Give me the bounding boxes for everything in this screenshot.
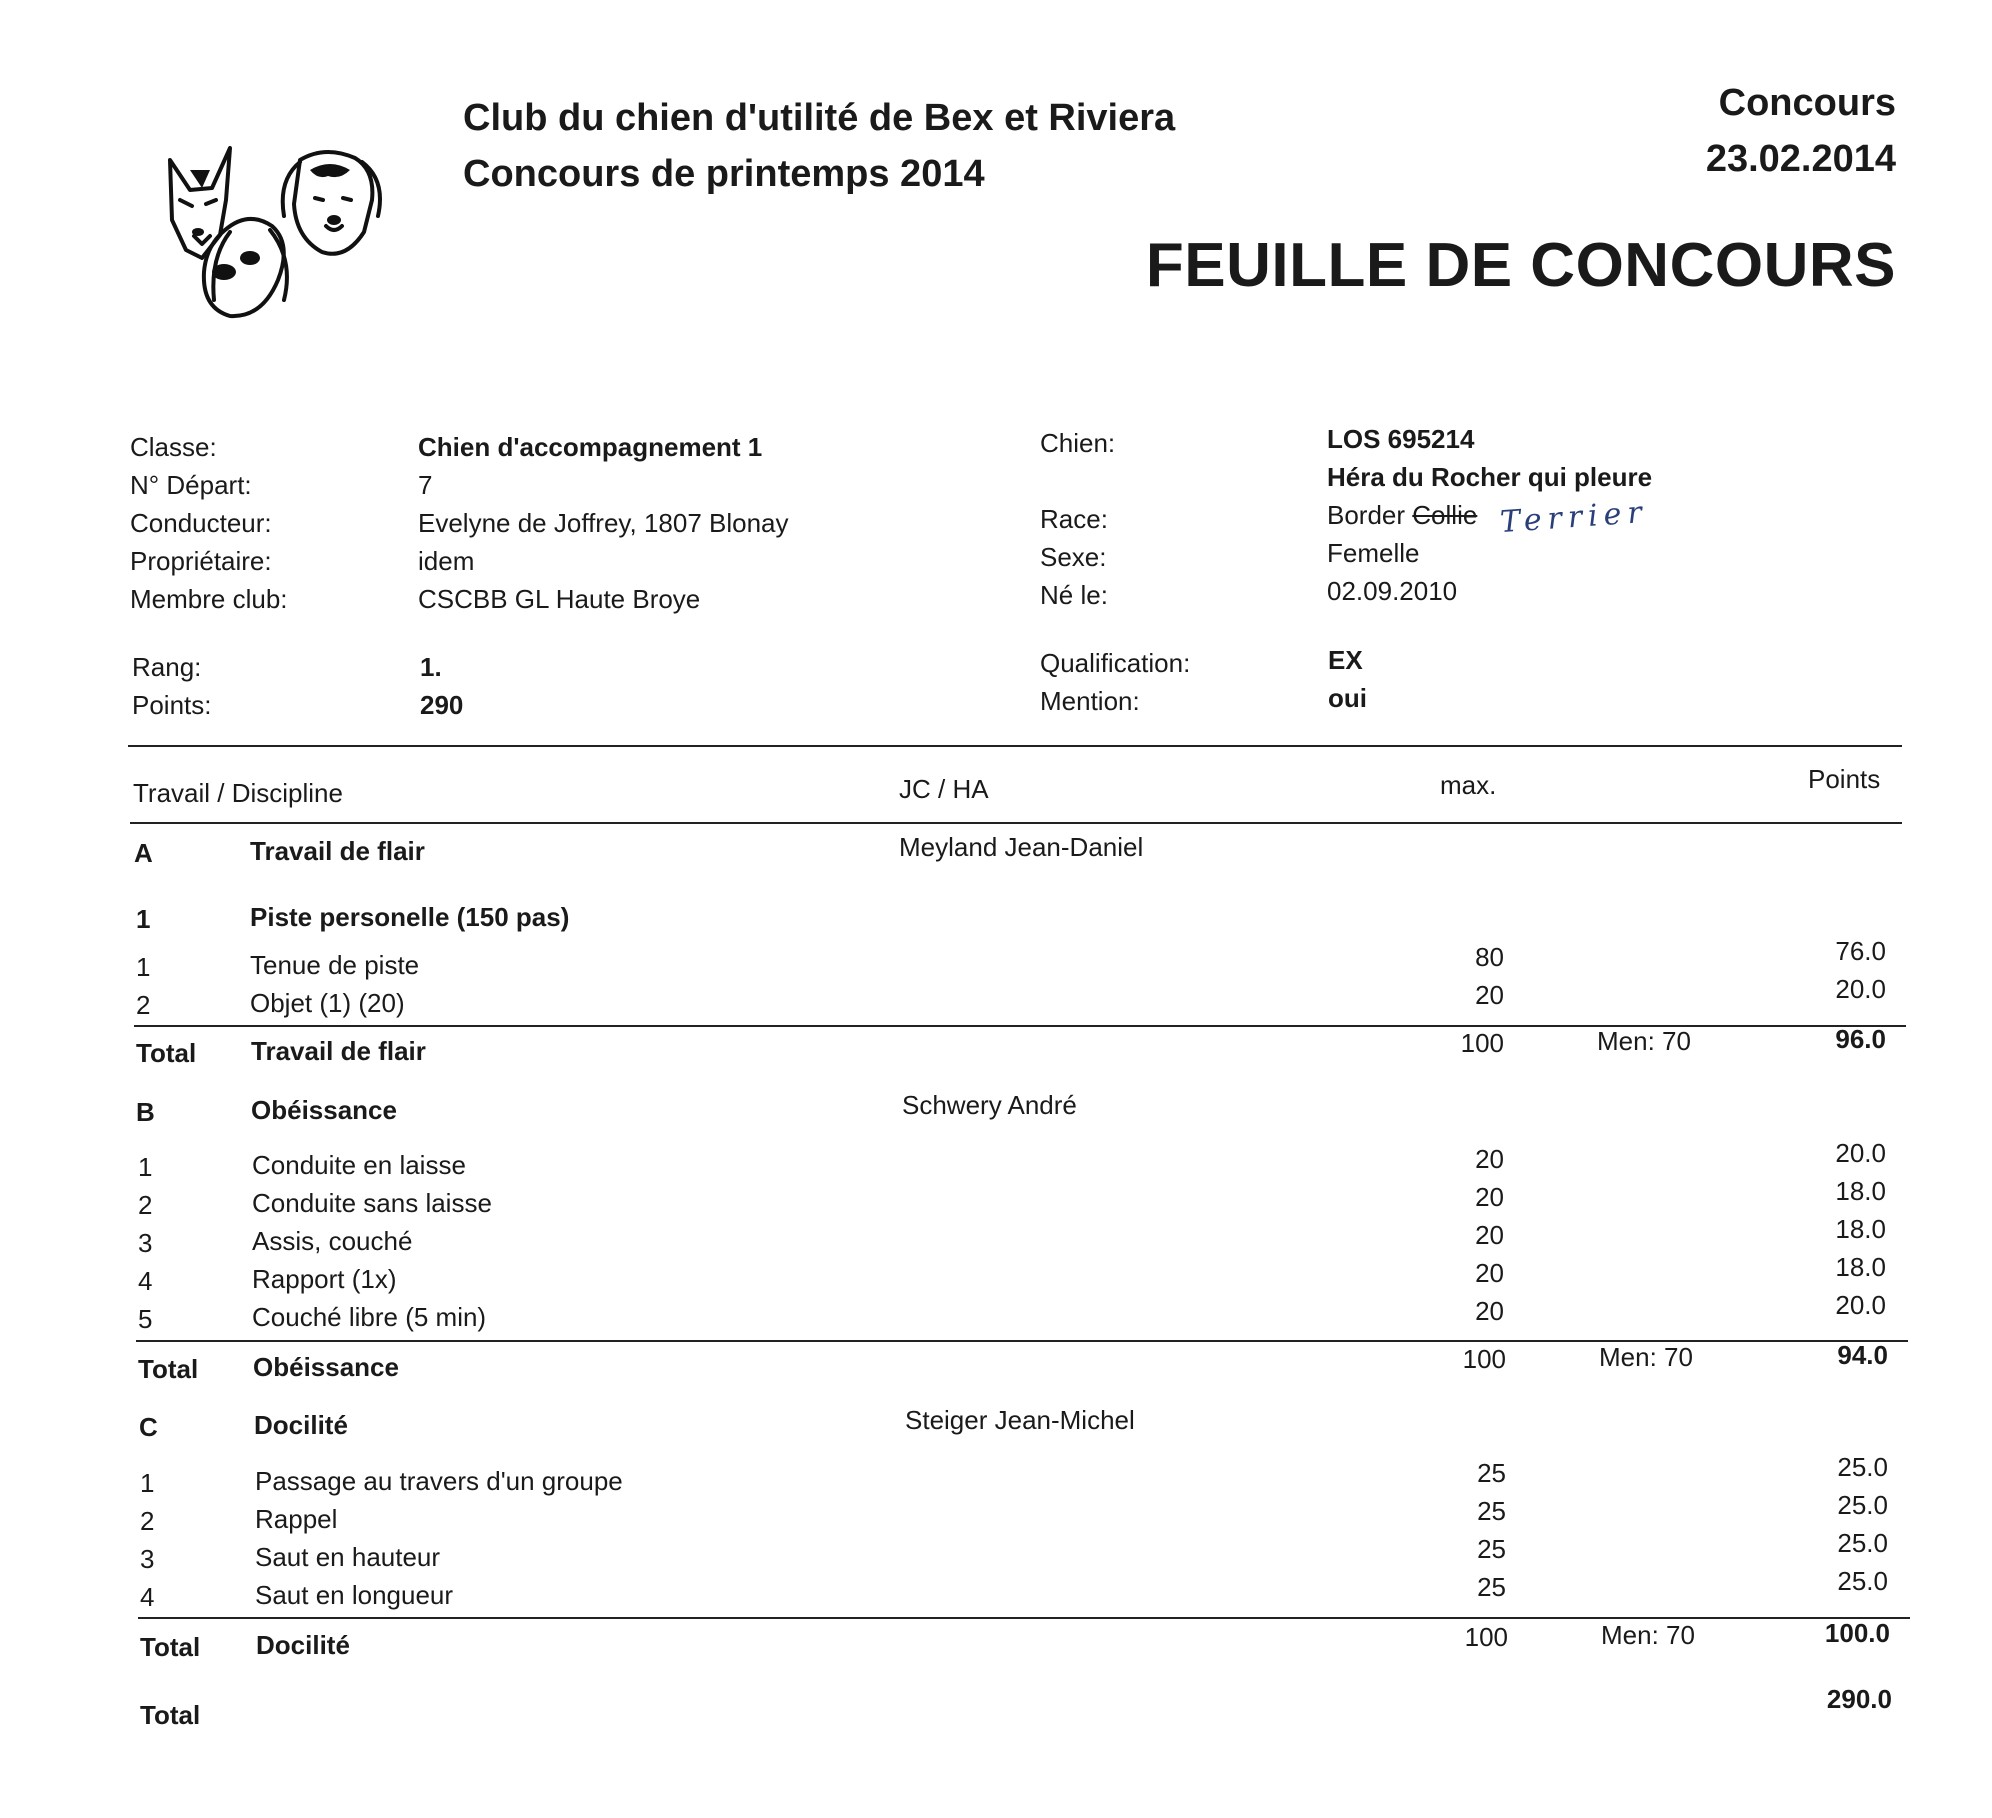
chien-id: LOS 695214	[1327, 424, 1475, 454]
classe-value: Chien d'accompagnement 1	[418, 432, 763, 462]
total-label: Total	[136, 1038, 197, 1068]
col-header-discipline: Travail / Discipline	[133, 778, 343, 808]
rang-label: Rang:	[132, 652, 202, 682]
exercise-name: Tenue de piste	[250, 950, 420, 980]
total-title: Obéissance	[253, 1352, 399, 1382]
race-struck: Collie	[1412, 500, 1478, 530]
exercise-name: Passage au travers d'un groupe	[255, 1466, 623, 1496]
section-code: B	[136, 1097, 155, 1127]
race-breed: Border	[1327, 500, 1406, 530]
mention-minimum: Men: 70	[1599, 1342, 1693, 1372]
exercise-points: 20.0	[1835, 1290, 1886, 1320]
row-number: 1	[140, 1468, 155, 1498]
row-number: 2	[138, 1190, 153, 1220]
col-header-max: max.	[1440, 770, 1497, 800]
rang-value: 1.	[420, 652, 442, 682]
row-number: 1	[136, 952, 151, 982]
exercise-name: Conduite en laisse	[252, 1150, 466, 1180]
race-label: Race:	[1040, 504, 1108, 534]
section-judge: Meyland Jean-Daniel	[899, 832, 1144, 862]
row-number: 2	[140, 1506, 155, 1536]
race-value	[1327, 500, 1477, 531]
row-number: 4	[138, 1266, 153, 1296]
exercise-points: 20.0	[1835, 974, 1886, 1004]
grand-total-label: Total	[140, 1700, 201, 1730]
subsection-number: 1	[136, 904, 151, 934]
divider	[128, 745, 1902, 747]
exercise-points: 18.0	[1835, 1176, 1886, 1206]
section-title: Docilité	[254, 1410, 348, 1440]
conducteur-label: Conducteur:	[130, 508, 272, 538]
classe-label: Classe:	[130, 432, 217, 462]
exercise-max: 80	[1475, 942, 1504, 972]
qualification-value: EX	[1328, 645, 1363, 675]
ne-le-value: 02.09.2010	[1327, 576, 1458, 606]
exercise-points: 18.0	[1835, 1252, 1886, 1282]
mention-minimum: Men: 70	[1597, 1026, 1691, 1056]
three-dogs-logo	[150, 140, 410, 340]
exercise-name: Saut en hauteur	[255, 1542, 441, 1572]
event-name: Concours de printemps 2014	[463, 153, 985, 195]
exercise-points: 25.0	[1837, 1452, 1888, 1482]
section-code: C	[139, 1412, 158, 1442]
total-max: 100	[1460, 1028, 1504, 1058]
sheet-title: FEUILLE DE CONCOURS	[1145, 231, 1896, 300]
exercise-max: 25	[1477, 1572, 1506, 1602]
section-title: Travail de flair	[250, 836, 425, 866]
exercise-max: 20	[1475, 1258, 1504, 1288]
exercise-max: 20	[1475, 1296, 1504, 1326]
conducteur-value: Evelyne de Joffrey, 1807 Blonay	[418, 508, 789, 538]
depart-value: 7	[418, 470, 433, 500]
grand-total-value: 290.0	[1826, 1684, 1892, 1714]
exercise-name: Objet (1) (20)	[250, 988, 405, 1018]
exercise-name: Couché libre (5 min)	[252, 1302, 487, 1332]
exercise-points: 20.0	[1835, 1138, 1886, 1168]
club-name: Club du chien d'utilité de Bex et Riviera	[463, 97, 1176, 139]
total-label: Total	[140, 1632, 201, 1662]
concours-date: 23.02.2014	[1705, 138, 1896, 180]
qualification-label: Qualification:	[1040, 648, 1191, 678]
points-value: 290	[420, 690, 464, 720]
exercise-max: 25	[1477, 1534, 1506, 1564]
exercise-max: 20	[1475, 980, 1504, 1010]
membre-club-label: Membre club:	[130, 584, 288, 614]
depart-label: N° Départ:	[130, 470, 252, 500]
total-max: 100	[1464, 1622, 1508, 1652]
total-points: 100.0	[1824, 1618, 1890, 1648]
exercise-max: 25	[1477, 1458, 1506, 1488]
section-judge: Schwery André	[902, 1090, 1077, 1120]
col-header-judge: JC / HA	[899, 774, 989, 804]
exercise-name: Rapport (1x)	[252, 1264, 397, 1294]
sexe-label: Sexe:	[1040, 542, 1107, 572]
chien-label: Chien:	[1040, 428, 1116, 458]
ne-le-label: Né le:	[1040, 580, 1108, 610]
total-title: Travail de flair	[251, 1036, 426, 1066]
exercise-points: 25.0	[1837, 1528, 1888, 1558]
exercise-max: 20	[1475, 1182, 1504, 1212]
mention-value: oui	[1328, 683, 1367, 713]
exercise-name: Assis, couché	[252, 1226, 413, 1256]
row-number: 3	[138, 1228, 153, 1258]
row-number: 4	[140, 1582, 155, 1612]
total-title: Docilité	[256, 1630, 350, 1660]
divider	[130, 822, 1902, 824]
exercise-points: 18.0	[1835, 1214, 1886, 1244]
exercise-name: Conduite sans laisse	[252, 1188, 492, 1218]
total-points: 94.0	[1837, 1340, 1888, 1370]
exercise-name: Rappel	[255, 1504, 338, 1534]
proprietaire-label: Propriétaire:	[130, 546, 272, 576]
col-header-points: Points	[1808, 764, 1881, 794]
exercise-name: Saut en longueur	[255, 1580, 454, 1610]
membre-club-value: CSCBB GL Haute Broye	[418, 584, 701, 614]
total-max: 100	[1462, 1344, 1506, 1374]
divider	[138, 1617, 1910, 1619]
exercise-max: 20	[1475, 1220, 1504, 1250]
total-label: Total	[138, 1354, 199, 1384]
row-number: 3	[140, 1544, 155, 1574]
exercise-points: 76.0	[1835, 936, 1886, 966]
exercise-points: 25.0	[1837, 1566, 1888, 1596]
chien-name: Héra du Rocher qui pleure	[1327, 462, 1653, 492]
row-number: 2	[136, 990, 151, 1020]
section-title: Obéissance	[251, 1095, 397, 1125]
row-number: 5	[138, 1304, 153, 1334]
mention-minimum: Men: 70	[1601, 1620, 1695, 1650]
exercise-max: 20	[1475, 1144, 1504, 1174]
section-judge: Steiger Jean-Michel	[905, 1405, 1135, 1435]
exercise-max: 25	[1477, 1496, 1506, 1526]
points-label: Points:	[132, 690, 212, 720]
exercise-points: 25.0	[1837, 1490, 1888, 1520]
total-points: 96.0	[1835, 1024, 1886, 1054]
subsection-title: Piste personelle (150 pas)	[250, 902, 570, 932]
proprietaire-value: idem	[418, 546, 475, 576]
mention-label: Mention:	[1040, 686, 1140, 716]
section-code: A	[134, 838, 153, 868]
concours-label: Concours	[1718, 82, 1896, 124]
row-number: 1	[138, 1152, 153, 1182]
sexe-value: Femelle	[1327, 538, 1420, 568]
race-handwritten: Terrier	[1498, 494, 1649, 541]
